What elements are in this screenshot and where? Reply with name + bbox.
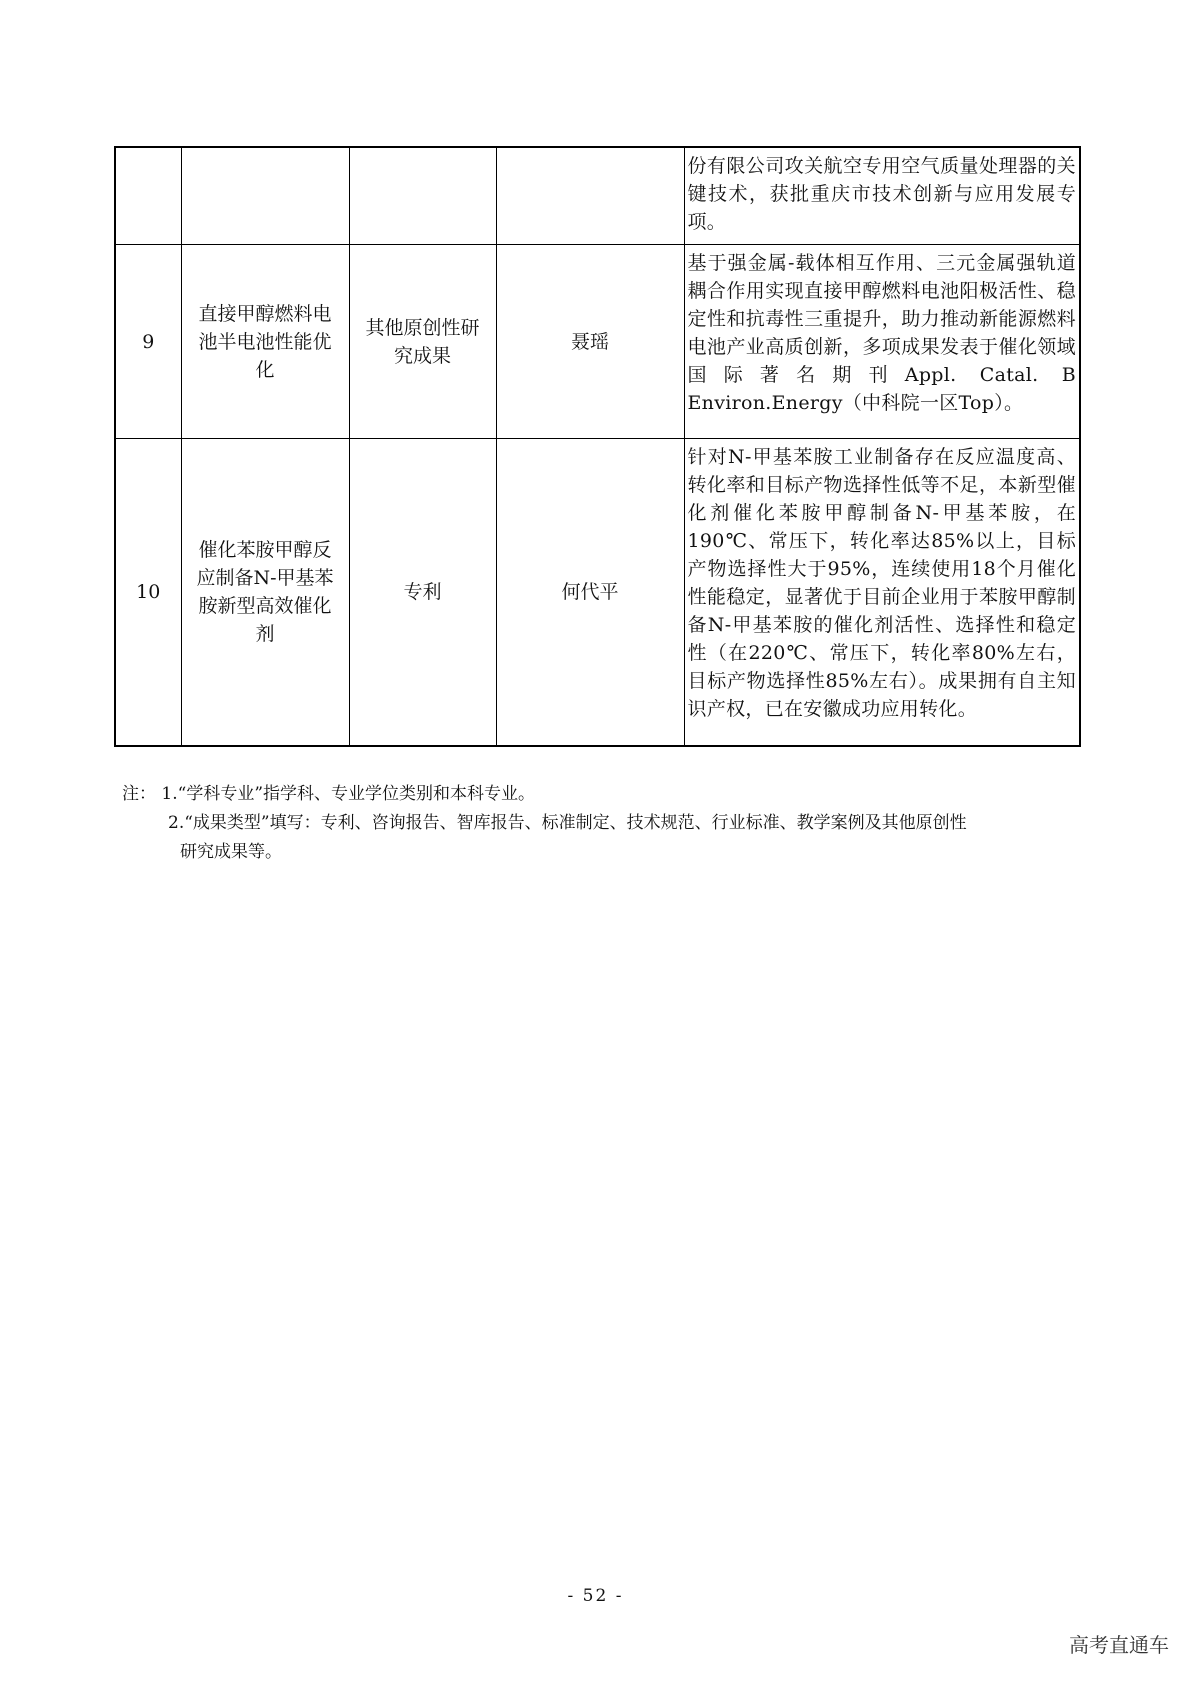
achievement-name-cell [181,245,349,439]
achievement-type-cell [349,439,496,747]
notes-section [122,780,967,867]
description-cell: 份有限公司攻关航空专用空气质量处理器的关键技术，获批重庆市技术创新与应用发展专项。 [684,147,1080,245]
description-cell: 针对N-甲基苯胺工业制备存在反应温度高、转化率和目标产物选择性低等不足，本新型催化剂催化苯胺甲醇制备N-甲基苯胺，在190℃、常压下，转化率达85%以上，目标产物选择性大于95%，连续使用18个月催化性能稳定，显著优于目前企业用于苯胺甲醇制备N-甲基苯胺的催化剂活性、选择性和稳定性（在220℃、常压下，转化率80%左右，目标产物选择性85%左右）。成果拥有自主知识产权，已在安徽成功应用转化。 [684,439,1080,747]
achievement-type: 专利 [403,581,442,603]
person-cell: 何代平 [496,439,684,747]
row-index-cell: 9 [115,245,181,439]
results-table [114,146,1081,747]
note-line-1: 注： 1.“学科专业”指学科、专业学位类别和本科专业。 [122,784,536,804]
achievement-name-cell [181,147,349,245]
page-number: - 52 - [567,1586,624,1606]
table-row [115,439,1080,747]
description-cell: 基于强金属-载体相互作用、三元金属强轨道耦合作用实现直接甲醇燃料电池阳极活性、稳定性和抗毒性三重提升，助力推动新能源燃料电池产业高质创新，多项成果发表于催化领域国际著名期刊Appl. Catal. B Environ.Energy（中科院一区Top）。 [684,245,1080,439]
achievement-type-cell [349,147,496,245]
watermark-text: 高考直通车 [1069,1633,1169,1657]
achievement-name-cell [181,439,349,747]
person-cell [496,147,684,245]
person-cell: 聂瑶 [496,245,684,439]
achievement-name: 直接甲醇燃料电池半电池性能优化 [198,302,332,381]
note-line-2: 2.“成果类型”填写：专利、咨询报告、智库报告、标准制定、技术规范、行业标准、教学案例及其他原创性 [168,813,967,833]
achievement-type-cell [349,245,496,439]
row-index-cell [115,147,181,245]
note-line-3: 研究成果等。 [180,842,282,862]
table-row [115,147,1080,245]
achievement-name: 催化苯胺甲醇反应制备N-甲基苯胺新型高效催化剂 [196,539,334,645]
table-row [115,245,1080,439]
row-index-cell: 10 [115,439,181,747]
achievement-type: 其他原创性研究成果 [365,316,480,367]
